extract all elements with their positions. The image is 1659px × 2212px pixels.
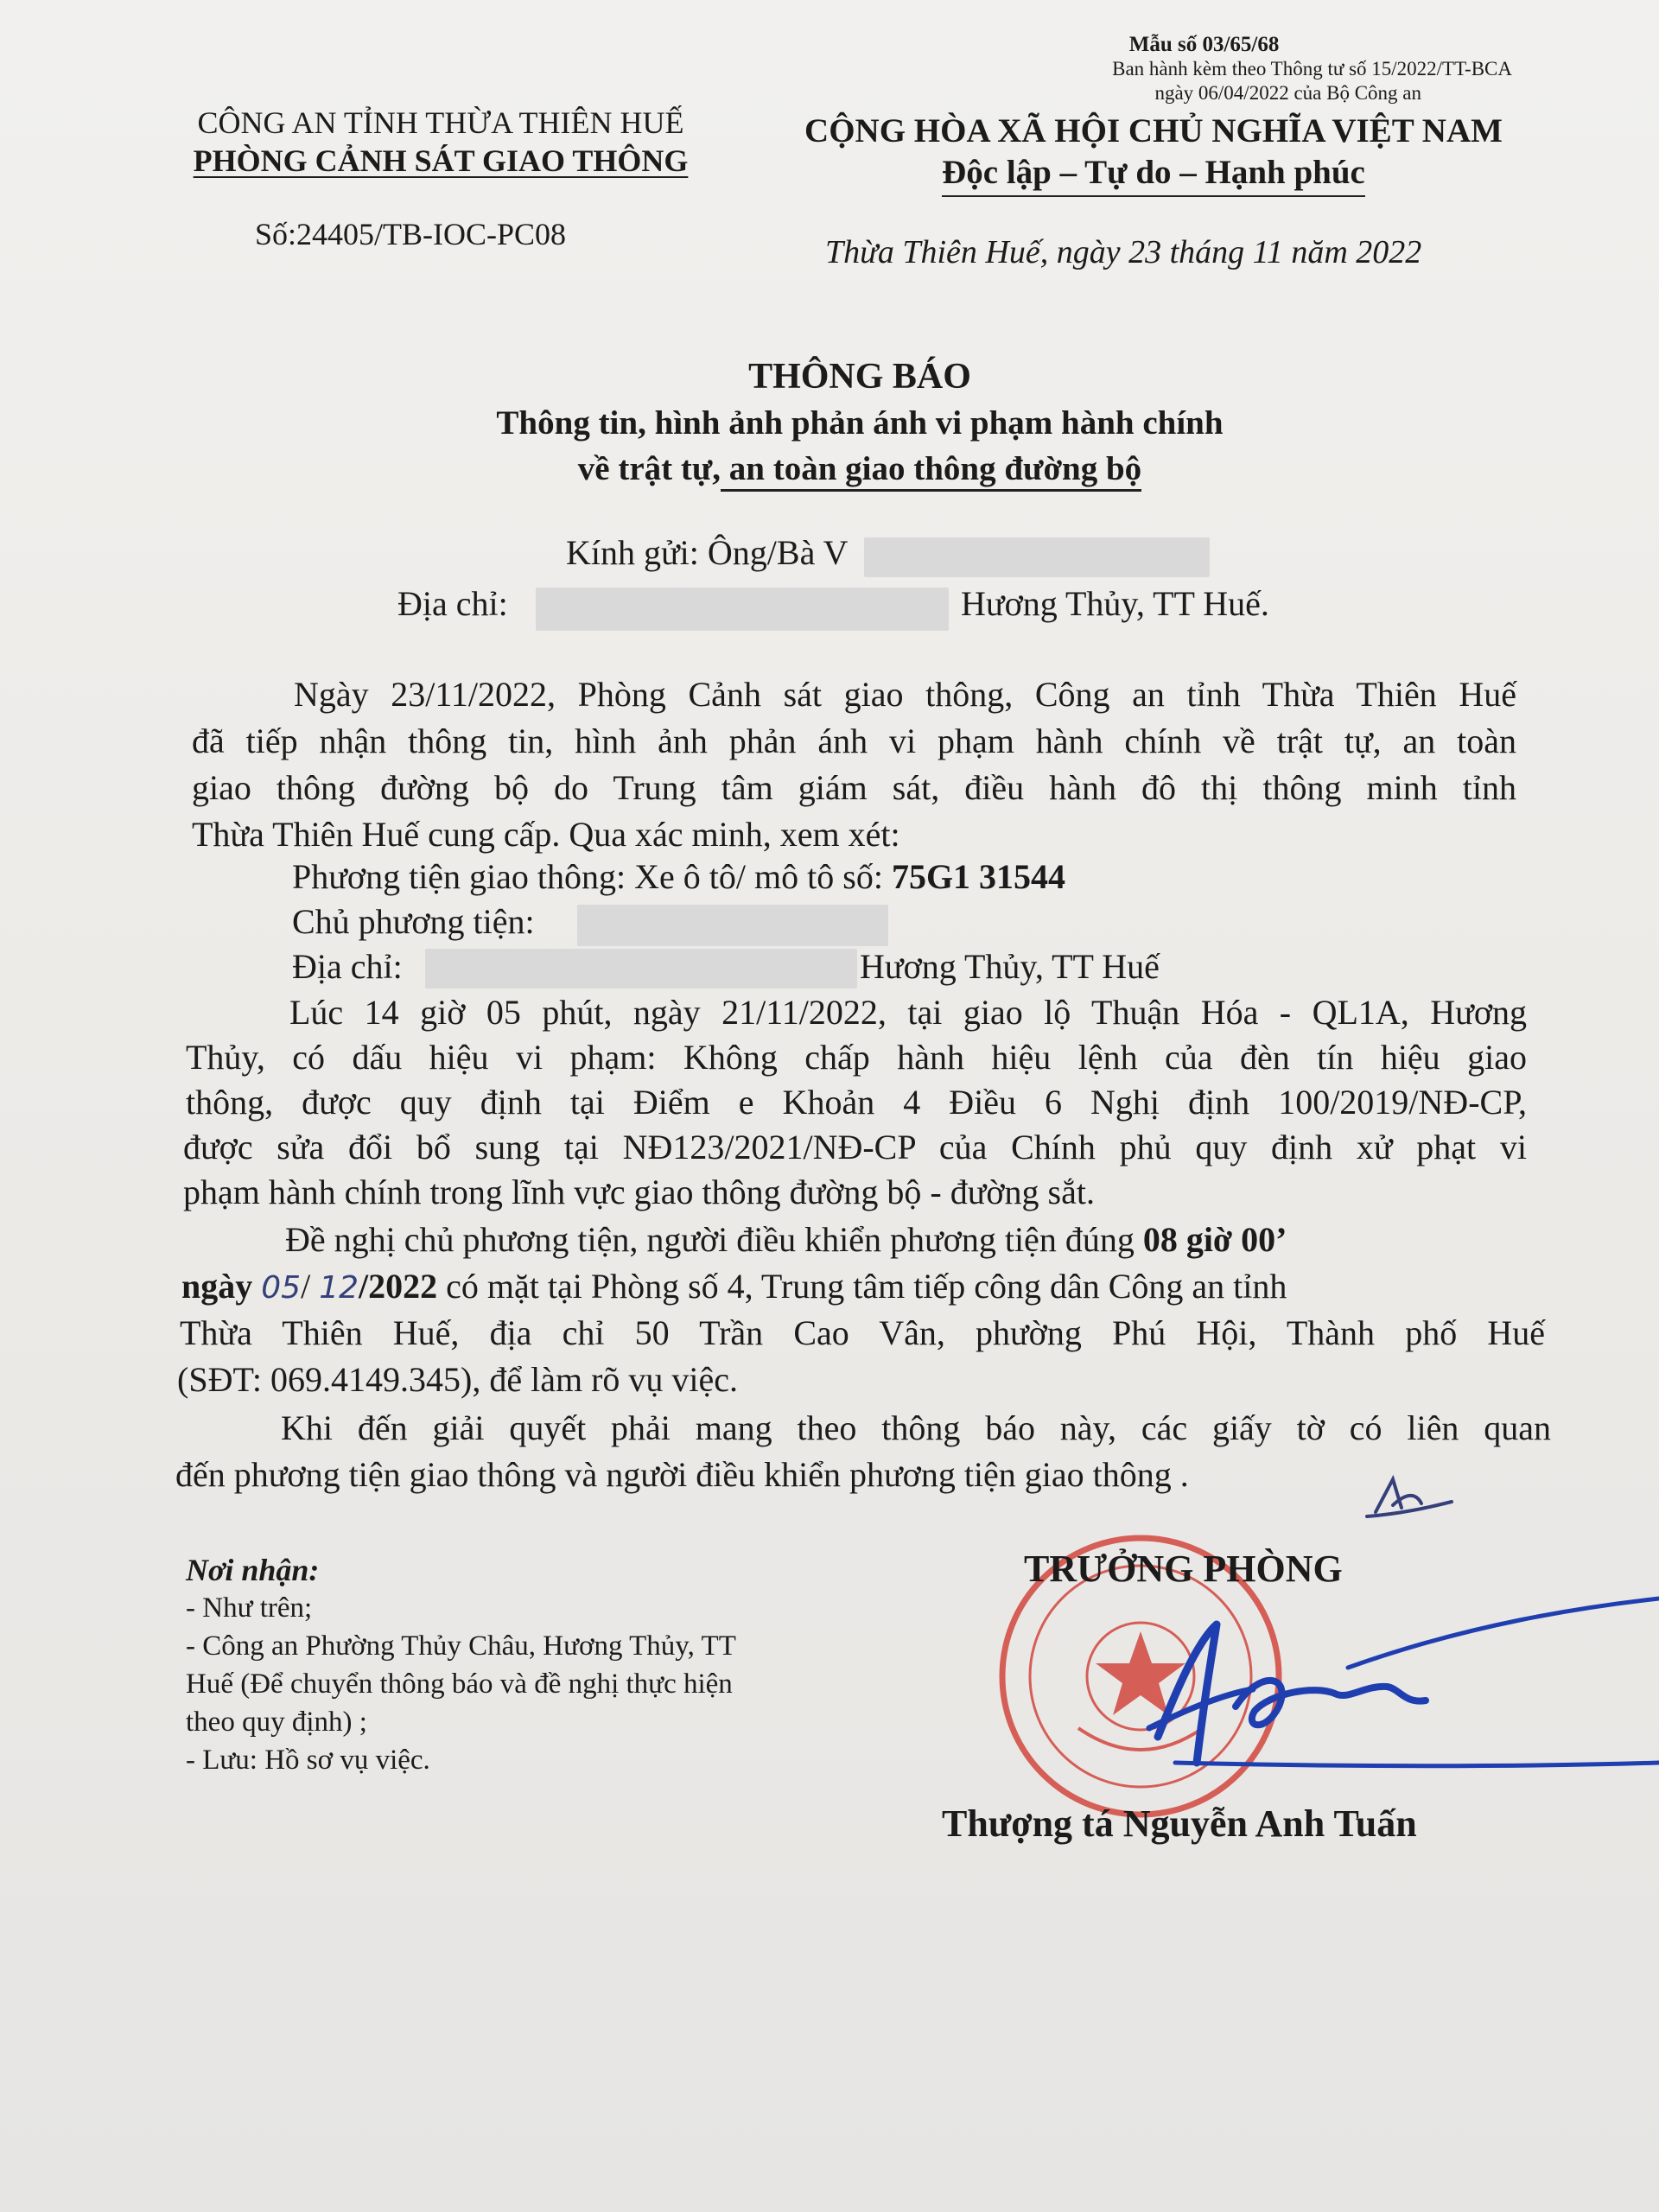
date-separator: / bbox=[301, 1267, 311, 1306]
receivers-item: Huế (Để chuyển thông báo và đề nghị thực hiện bbox=[186, 1669, 733, 1700]
document-subtitle-line1: Thông tin, hình ảnh phản ánh vi phạm hành chính bbox=[496, 404, 1224, 442]
p2-line3: thông, được quy định tại Điểm e Khoản 4 Điều 6 Nghị định 100/2019/NĐ-CP, bbox=[186, 1083, 1527, 1122]
signer-name: Thượng tá Nguyễn Anh Tuấn bbox=[942, 1802, 1417, 1845]
p2-line2: Thủy, có dấu hiệu vi phạm: Không chấp hành hiệu lệnh của đèn tín hiệu giao bbox=[186, 1038, 1527, 1077]
handwritten-month: 12 bbox=[319, 1270, 359, 1306]
agency-parent: CÔNG AN TỈNH THỪA THIÊN HUẾ bbox=[197, 105, 684, 140]
owner-address-label: Địa chỉ: bbox=[292, 947, 403, 986]
p1-line4: Thừa Thiên Huế cung cấp. Qua xác minh, xem xét: bbox=[192, 815, 900, 854]
p2-line4: được sửa đổi bổ sung tại NĐ123/2021/NĐ-CP của Chính phủ quy định xử phạt vi bbox=[183, 1128, 1527, 1166]
recipient-address-tail: Hương Thủy, TT Huế. bbox=[961, 584, 1269, 623]
p3-line3: Thừa Thiên Huế, địa chỉ 50 Trần Cao Vân, phường Phú Hội, Thành phố Huế bbox=[180, 1313, 1545, 1352]
agency-dept: PHÒNG CẢNH SÁT GIAO THÔNG bbox=[193, 143, 689, 178]
receivers-item: - Công an Phường Thủy Châu, Hương Thủy, TT bbox=[186, 1630, 736, 1662]
recipient-greeting: Kính gửi: Ông/Bà V bbox=[566, 533, 849, 572]
receivers-item: - Lưu: Hồ sơ vụ việc. bbox=[186, 1745, 430, 1776]
recipient-address-label: Địa chỉ: bbox=[397, 584, 508, 623]
nation-name: CỘNG HÒA XÃ HỘI CHỦ NGHĨA VIỆT NAM bbox=[804, 112, 1503, 149]
p1-line3: giao thông đường bộ do Trung tâm giám sát, điều hành đô thị thông minh tỉnh bbox=[192, 768, 1516, 807]
p1-line1: Ngày 23/11/2022, Phòng Cảnh sát giao thông, Công an tỉnh Thừa Thiên Huế bbox=[294, 675, 1516, 714]
form-issued-line2: ngày 06/04/2022 của Bộ Công an bbox=[1154, 82, 1421, 104]
p3-line4: (SĐT: 069.4149.345), để làm rõ vụ việc. bbox=[177, 1360, 739, 1399]
document-title: THÔNG BÁO bbox=[748, 357, 971, 397]
p2-line1: Lúc 14 giờ 05 phút, ngày 21/11/2022, tại giao lộ Thuận Hóa - QL1A, Hương bbox=[289, 993, 1527, 1032]
place-date: Thừa Thiên Huế, ngày 23 tháng 11 năm 2022 bbox=[825, 234, 1422, 270]
p1-line2: đã tiếp nhận thông tin, hình ảnh phản ánh vi phạm hành chính về trật tự, an toàn bbox=[192, 721, 1516, 760]
signer-title: TRƯỞNG PHÒNG bbox=[1024, 1548, 1343, 1590]
p3-date-label: ngày bbox=[181, 1267, 253, 1306]
receivers-item: - Như trên; bbox=[186, 1592, 313, 1624]
p3-line2-text: có mặt tại Phòng số 4, Trung tâm tiếp công dân Công an tỉnh bbox=[437, 1267, 1287, 1306]
receivers-item: theo quy định) ; bbox=[186, 1707, 367, 1738]
vehicle-label: Phương tiện giao thông: Xe ô tô/ mô tô số: bbox=[292, 857, 892, 896]
p3-line1-text: Đề nghị chủ phương tiện, người điều khiển phương tiện đúng bbox=[285, 1220, 1143, 1259]
receivers-heading: Nơi nhận: bbox=[186, 1553, 320, 1587]
form-issued-line1: Ban hành kèm theo Thông tư số 15/2022/TT-BCA bbox=[1112, 58, 1512, 79]
p2-line5: phạm hành chính trong lĩnh vực giao thông đường bộ - đường sắt. bbox=[183, 1173, 1095, 1211]
form-code: Mẫu số 03/65/68 bbox=[1128, 33, 1280, 56]
signature-icon bbox=[1149, 1599, 1659, 1766]
owner-address-tail: Hương Thủy, TT Huế bbox=[860, 947, 1160, 986]
owner-label: Chủ phương tiện: bbox=[292, 902, 535, 941]
subtitle-part-a: về trật tự, bbox=[577, 450, 721, 487]
vehicle-plate: 75G1 31544 bbox=[891, 857, 1066, 896]
nation-motto: Độc lập – Tự do – Hạnh phúc bbox=[942, 152, 1365, 197]
p4-line1: Khi đến giải quyết phải mang theo thông báo này, các giấy tờ có liên quan bbox=[281, 1408, 1551, 1447]
initials-mark-icon bbox=[1367, 1479, 1452, 1516]
document-number: Số:24405/TB-IOC-PC08 bbox=[255, 217, 567, 251]
handwritten-day: 05 bbox=[261, 1270, 302, 1306]
p4-line2: đến phương tiện giao thông và người điều khiển phương tiện giao thông . bbox=[175, 1455, 1189, 1494]
appointment-time: 08 giờ 00’ bbox=[1142, 1220, 1287, 1259]
subtitle-part-b: an toàn giao thông đường bộ bbox=[721, 450, 1141, 492]
appointment-year: /2022 bbox=[359, 1267, 438, 1306]
